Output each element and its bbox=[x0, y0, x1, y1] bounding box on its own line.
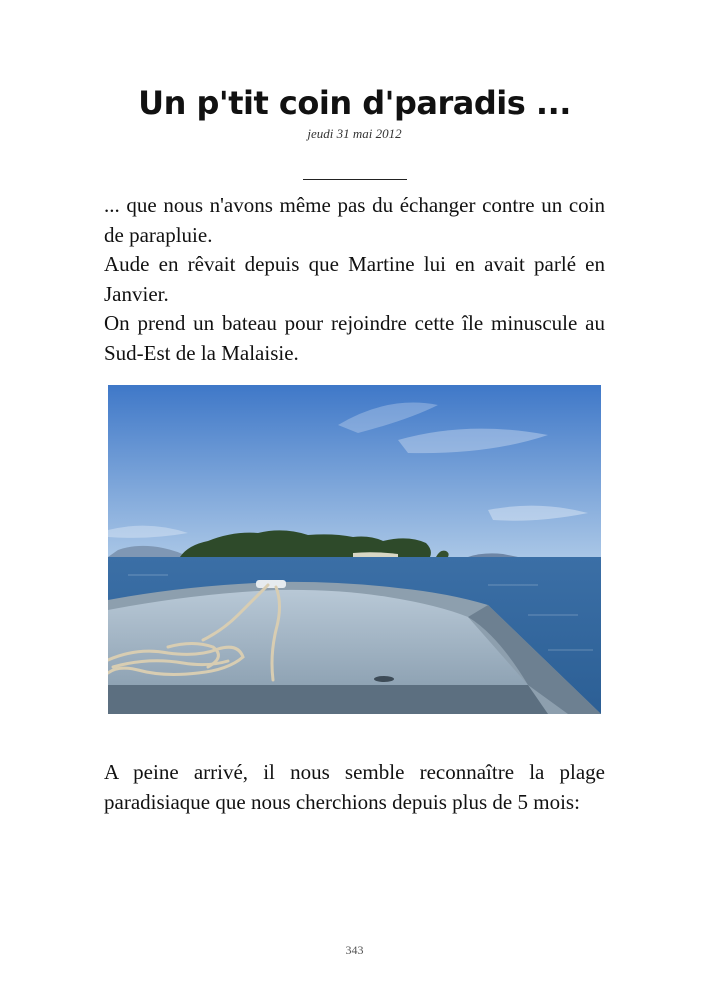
cleat bbox=[256, 580, 286, 588]
paragraph: On prend un bateau pour rejoindre cette île minuscule au Sud-Est de la Malaisie. bbox=[104, 311, 605, 365]
intro-paragraphs bbox=[104, 191, 605, 368]
boat-front-shadow bbox=[108, 685, 548, 714]
deck-fitting bbox=[374, 676, 394, 682]
paragraph: A peine arrivé, il nous semble reconnaître la plage paradisiaque que nous cherchions depuis plus de 5 mois: bbox=[104, 760, 605, 814]
title-separator bbox=[303, 179, 407, 180]
post-date: jeudi 31 mai 2012 bbox=[307, 126, 402, 141]
paragraph: Aude en rêvait depuis que Martine lui en avait parlé en Janvier. bbox=[104, 252, 605, 306]
page-number: 343 bbox=[345, 943, 364, 957]
paragraph: ... que nous n'avons même pas du échanger contre un coin de parapluie. bbox=[104, 193, 605, 247]
page-title: Un p'tit coin d'paradis ... bbox=[138, 84, 571, 122]
boat-island-photo bbox=[108, 385, 601, 714]
